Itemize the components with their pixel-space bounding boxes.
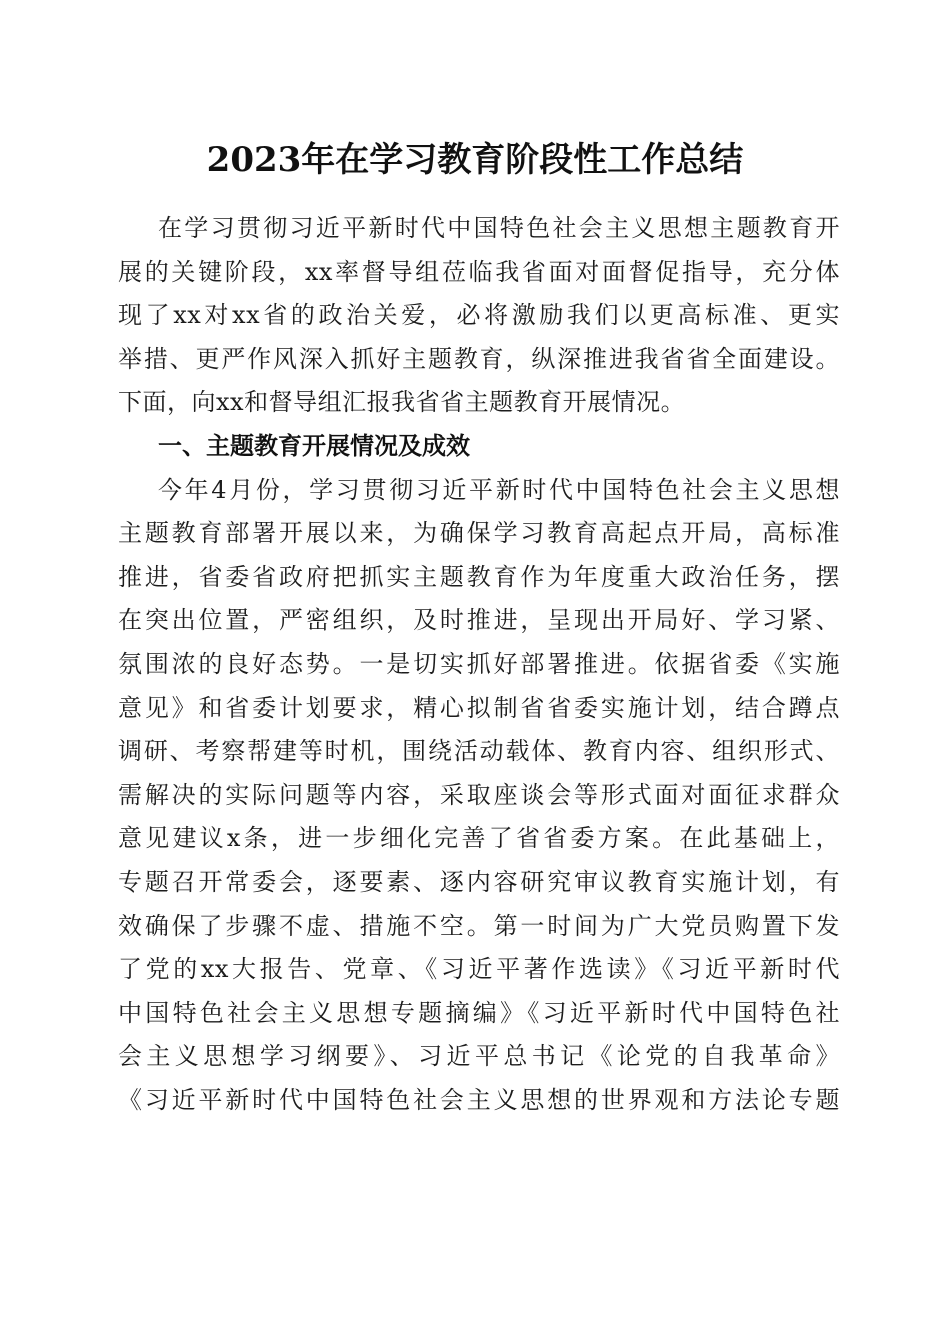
- section-line: 效确保了步骤不虚、措施不空。第一时间为广大党员购置下发: [118, 911, 840, 940]
- section-line: 《习近平新时代中国特色社会主义思想的世界观和方法论专题: [118, 1085, 840, 1114]
- section-line: 在突出位置，严密组织，及时推进，呈现出开局好、学习紧、: [118, 606, 840, 635]
- section-line: 推进，省委省政府把抓实主题教育作为年度重大政治任务，摆: [118, 562, 840, 591]
- intro-line: 现了xx对xx省的政治关爱，必将激励我们以更高标准、更实: [118, 301, 840, 330]
- section-line: 了党的xx大报告、党章、《习近平著作选读》《习近平新时代: [118, 955, 840, 984]
- intro-paragraph: [118, 207, 840, 1122]
- section-line: 氛围浓的良好态势。一是切实抓好部署推进。依据省委《实施: [118, 649, 840, 678]
- section-line: 意见》和省委计划要求，精心拟制省省委实施计划，结合蹲点: [118, 693, 840, 722]
- document-title: 2023年在学习教育阶段性工作总结: [206, 140, 744, 180]
- section-line: 今年4月份，学习贯彻习近平新时代中国特色社会主义思想: [158, 475, 840, 504]
- section-line: 调研、考察帮建等时机，围绕活动载体、教育内容、组织形式、: [118, 737, 840, 766]
- section-line: 需解决的实际问题等内容，采取座谈会等形式面对面征求群众: [118, 780, 840, 809]
- section-line: 会主义思想学习纲要》、习近平总书记《论党的自我革命》: [118, 1042, 840, 1071]
- section-line: 主题教育部署开展以来，为确保学习教育高起点开局，高标准: [118, 519, 840, 548]
- intro-line: 在学习贯彻习近平新时代中国特色社会主义思想主题教育开: [158, 214, 840, 242]
- section-heading: 一、主题教育开展情况及成效: [158, 431, 470, 460]
- section-line: 意见建议x条，进一步细化完善了省省委方案。在此基础上，: [118, 824, 840, 853]
- intro-line: 举措、更严作风深入抓好主题教育，纵深推进我省省全面建设。: [118, 344, 840, 373]
- section-line: 中国特色社会主义思想专题摘编》《习近平新时代中国特色社: [118, 998, 840, 1027]
- intro-line: 展的关键阶段，xx率督导组莅临我省面对面督促指导，充分体: [118, 257, 840, 286]
- section-line: 专题召开常委会，逐要素、逐内容研究审议教育实施计划，有: [118, 867, 840, 896]
- intro-line: 下面，向xx和督导组汇报我省省主题教育开展情况。: [118, 388, 686, 417]
